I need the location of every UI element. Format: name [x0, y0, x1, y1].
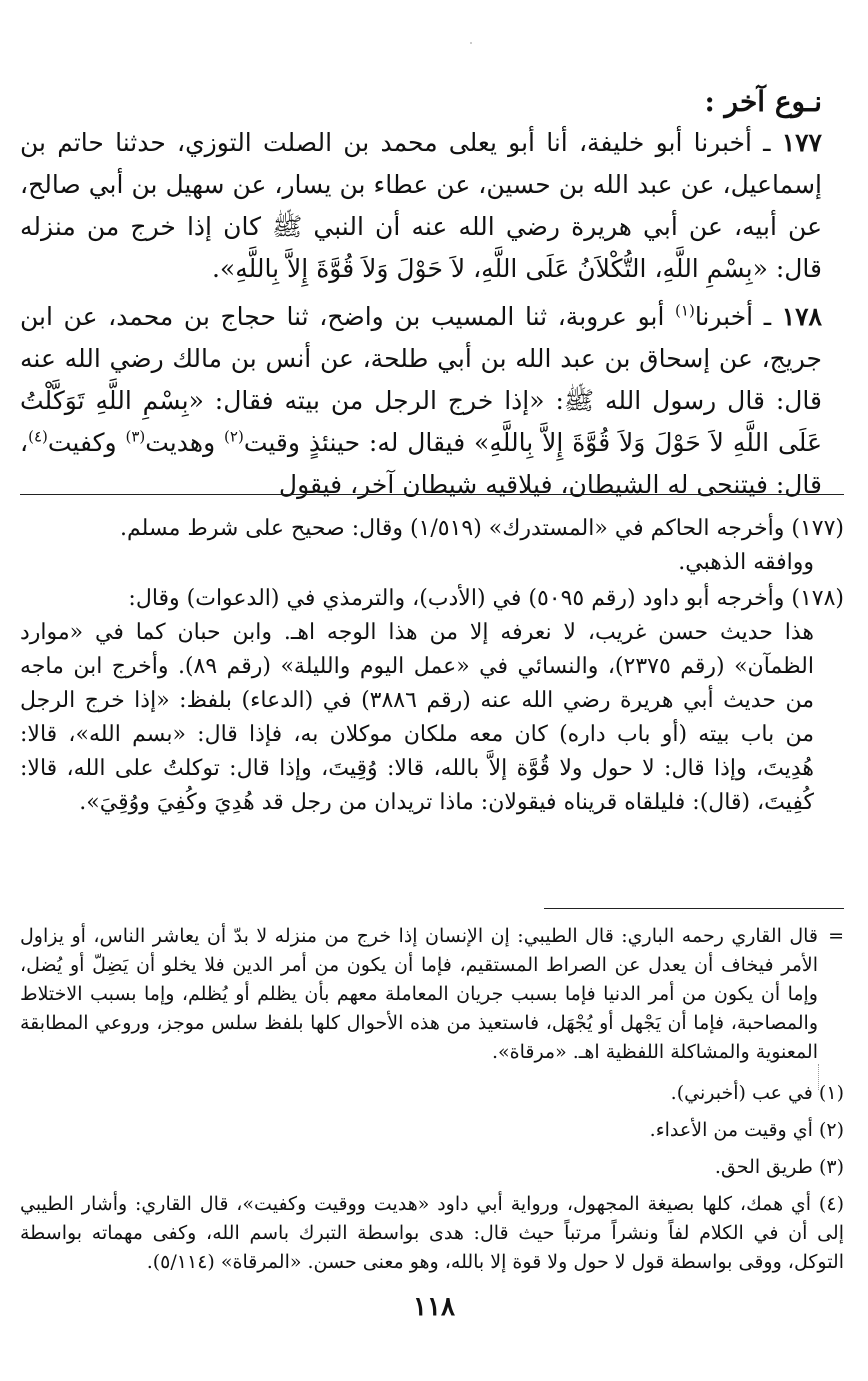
hadith-number: ١٧٨ [781, 302, 822, 331]
hadith-text: ، قال: فيتنحى له الشيطان، فيلاقيه شيطان آخر، فيقول [20, 428, 822, 499]
takhrij-continuation: هذا حديث حسن غريب، لا نعرفه إلا من هذا الوجه اهـ. وابن حبان كما في «موارد الظمآن» (رقم ٢٣٧٥)، والنسائي في «عمل اليوم والليلة» (رقم ٨٩). وأخرج ابن ماجه من حديث أبي هريرة رضي الله عنه (رقم ٣٨٨٦) في (الدعاء) بلفظ: «إذا خرج الرجل من باب بيته (أو باب داره) كان معه ملكان موكلان به، فإذا قال: «بسم الله»، قالا: هُدِيتَ، وإذا قال: لا حول ولا قُوَّة إلاَّ بالله، قالا: وُقِيتَ، وإذا قال: توكلتُ على الله، قالا: كُفِيتَ، (قال): فليلقاه قريناه فيقولان: ماذا تريدان من رجل قد هُدِيَ وكُفِيَ ووُقِيَ». [20, 620, 814, 815]
scan-speck [470, 42, 472, 44]
section-heading: نـوع آخر : [704, 85, 822, 118]
hadith-text: أبو عروبة، ثنا المسيب بن واضح، ثنا حجاج بن محمد، عن ابن جريج، عن إسحاق بن عبد الله بن أبي طلحة، عن أنس بن مالك رضي الله عنه قال: قال رسول الله ﷺ: «إذا خرج الرجل من بيته فقال: «بِسْمِ اللَّهِ تَوَكَّلْتُ عَلَى اللَّهِ لاَ حَوْلَ وَلاَ قُوَّةَ إِلاَّ بِاللَّهِ» فيقال له: حينئذٍ وقيت [20, 302, 822, 457]
footnote-divider [544, 908, 844, 909]
hadith-text: وهديت [145, 428, 225, 457]
footnote-ref-1: (١) [675, 301, 695, 320]
takhrij-178 [20, 582, 844, 820]
takhrij-first-line: (١٧٨) وأخرجه أبو داود (رقم ٥٠٩٥) في (الأدب)، والترمذي في (الدعوات) وقال: [128, 586, 844, 611]
takhrij-177 [20, 512, 844, 580]
footnote-ref-3: (٣) [125, 427, 146, 446]
hadith-text: وكفيت [47, 428, 126, 457]
main-divider [20, 494, 844, 495]
footnote-3: (٣) طريق الحق. [714, 1156, 844, 1178]
footnotes [20, 922, 844, 1285]
hadith-text: ـ أخبرنا أبو خليفة، أنا أبو يعلى محمد بن الصلت التوزي، حدثنا حاتم بن إسماعيل، عن عبد الله بن حسين، عن عطاء بن يسار، عن سهيل بن أبي صالح، عن أبيه، عن أبي هريرة رضي الله عنه أن النبي ﷺ كان إذا خرج من منزله قال: «بِسْمِ اللَّهِ، التُّكْلاَنُ عَلَى اللَّهِ، لاَ حَوْلَ وَلاَ قُوَّةَ إِلاَّ بِاللَّهِ». [20, 128, 822, 283]
footnote-2: (٢) أي وقيت من الأعداء. [649, 1119, 844, 1141]
hadith-178 [20, 296, 822, 506]
main-text [20, 84, 822, 506]
hadith-text: ـ أخبرنا [694, 302, 782, 331]
hadith-177 [20, 122, 822, 290]
page-number: ١١٨ [413, 1292, 455, 1322]
takhrij-first-line: (١٧٧) وأخرجه الحاكم في «المستدرك» (١/٥١٩) وقال: صحيح على شرط مسلم. [120, 516, 844, 541]
footnote-4: (٤) أي همك، كلها بصيغة المجهول، ورواية أبي داود «هديت ووقيت وكفيت»، قال القاري: وأشار الطيبي إلى أن في الكلام لفاً ونشراً مرتباً حيث قال: هدى بواسطة التبرك باسم الله، وكفى مهماته بواسطة التوكل، ووقى بواسطة قول لا حول ولا قوة إلا بالله، وهو معنى حسن. «المرقاة» (٥/١١٤). [20, 1193, 844, 1273]
footnote-ref-2: (٢) [224, 427, 244, 446]
takhrij-continuation: ووافقه الذهبي. [678, 550, 814, 575]
continuation-marker: = [828, 925, 844, 947]
hadith-number: ١٧٧ [781, 128, 822, 157]
footnote-ref-4: (٤) [28, 427, 48, 446]
footnote-continuation [20, 922, 844, 1067]
takhrij-notes [20, 512, 844, 822]
footnote-1: (١) في عب (أخبرني). [670, 1082, 844, 1104]
continuation-text: قال القاري رحمه الباري: قال الطيبي: إن الإنسان إذا خرج من منزله لا بدّ أن يعاشر الناس، أو يزاول الأمر فيخاف أن يعدل عن الصراط المستقيم، فإما أن يكون من أمر الدين فلا يخلو أن يَضِلّ أو يُضل، وإما أن يكون من أمر الدنيا فإما بسبب جريان المعاملة معهم بأن يظلم أو يُظلم، وإما بسبب الاختلاط والمصاحبة، فإما أن يَجْهل أو يُجْهَل، فاستعيذ من هذه الأحوال كلها بلفظ سلس موجز، وروعي المطابقة المعنوية والمشاكلة اللفظية اهـ. «مرقاة». [20, 925, 818, 1063]
scan-gutter-mark [818, 1064, 821, 1090]
